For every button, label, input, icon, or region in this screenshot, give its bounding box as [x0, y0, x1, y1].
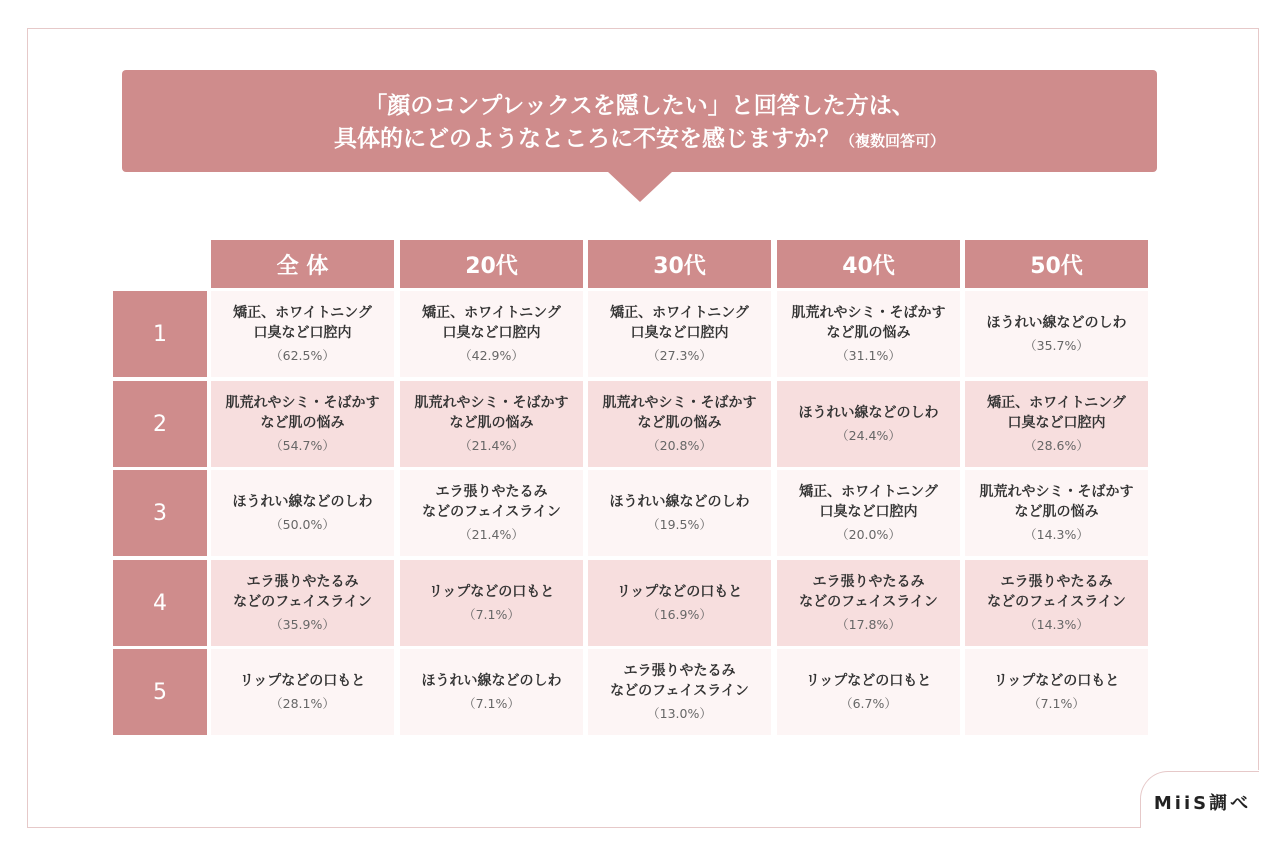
answer-percentage: （62.5%） [270, 348, 335, 363]
answer-label-line: 口臭など口腔内 [1007, 415, 1106, 431]
ranking-cell [777, 470, 960, 556]
answer-label [415, 393, 569, 433]
ranking-cell [211, 649, 394, 735]
answer-label [226, 393, 380, 433]
answer-label [240, 671, 365, 691]
answer-percentage: （28.6%） [1024, 438, 1089, 453]
answer-label-line: などのフェイスライン [610, 683, 749, 699]
source-credit: MiiS調べ [1153, 793, 1252, 814]
answer-label-line: など肌の悩み [1014, 504, 1099, 520]
rank-label: 5 [113, 649, 207, 735]
ranking-cell [965, 560, 1148, 646]
answer-label-line: ほうれい線などのしわ [232, 494, 373, 510]
answer-percentage: （20.0%） [836, 527, 901, 542]
answer-label-line: 肌荒れやシミ・そばかす [602, 395, 757, 411]
answer-percentage: （27.3%） [647, 348, 712, 363]
answer-label-line: など肌の悩み [449, 415, 534, 431]
answer-percentage: （24.4%） [836, 428, 901, 443]
answer-label [617, 582, 742, 602]
answer-label [987, 572, 1126, 612]
answer-label [233, 572, 372, 612]
answer-label [806, 671, 931, 691]
answer-label [799, 482, 938, 522]
answer-percentage: （13.0%） [647, 706, 712, 721]
ranking-cell [400, 649, 583, 735]
column-header: 40代 [777, 240, 960, 288]
column-header: 30代 [588, 240, 771, 288]
answer-label-line: などのフェイスライン [422, 504, 561, 520]
answer-label [610, 661, 749, 701]
rank-label: 1 [113, 291, 207, 377]
answer-label-line: などのフェイスライン [987, 594, 1126, 610]
ranking-cell [965, 470, 1148, 556]
answer-label-line: リップなどの口もと [239, 673, 366, 689]
answer-label-line: など肌の悩み [826, 325, 911, 341]
answer-label [233, 492, 373, 512]
ranking-cell [588, 649, 771, 735]
answer-label [799, 572, 938, 612]
banner-pointer [607, 171, 673, 202]
answer-label-line: 矯正、ホワイトニング [799, 484, 938, 500]
answer-label-line: ほうれい線などのしわ [421, 673, 562, 689]
answer-label [994, 671, 1119, 691]
question-line-2-text: 具体的にどのようなところに不安を感じますか？ [333, 126, 840, 152]
answer-percentage: （7.1%） [1028, 696, 1085, 711]
answer-percentage: （31.1%） [836, 348, 901, 363]
column-header: 全 体 [211, 240, 394, 288]
ranking-cell [400, 560, 583, 646]
ranking-cell [588, 470, 771, 556]
ranking-cell [588, 560, 771, 646]
ranking-cell [777, 649, 960, 735]
answer-label-line: 口臭など口腔内 [819, 504, 918, 520]
answer-label-line: リップなどの口もと [428, 584, 555, 600]
question-banner [122, 70, 1157, 172]
answer-label-line: ほうれい線などのしわ [986, 315, 1127, 331]
ranking-cell [965, 649, 1148, 735]
ranking-cell [777, 560, 960, 646]
answer-percentage: （14.3%） [1024, 617, 1089, 632]
answer-percentage: （17.8%） [836, 617, 901, 632]
answer-label [422, 671, 562, 691]
answer-label [610, 492, 750, 512]
answer-percentage: （50.0%） [270, 517, 335, 532]
answer-label [233, 303, 372, 343]
answer-label-line: エラ張りやたるみ [435, 484, 548, 500]
answer-percentage: （21.4%） [459, 527, 524, 542]
ranking-cell [400, 470, 583, 556]
answer-percentage: （7.1%） [463, 607, 520, 622]
rank-label: 2 [113, 381, 207, 467]
answer-label-line: 肌荒れやシミ・そばかす [225, 395, 380, 411]
answer-label-line: エラ張りやたるみ [812, 574, 925, 590]
answer-label [610, 303, 749, 343]
ranking-cell [777, 291, 960, 377]
ranking-cell [400, 291, 583, 377]
answer-label-line: 矯正、ホワイトニング [422, 305, 561, 321]
answer-label-line: ほうれい線などのしわ [798, 405, 939, 421]
answer-label-line: エラ張りやたるみ [623, 663, 736, 679]
answer-label-line: 口臭など口腔内 [630, 325, 729, 341]
answer-percentage: （54.7%） [270, 438, 335, 453]
answer-label-line: など肌の悩み [637, 415, 722, 431]
answer-percentage: （7.1%） [463, 696, 520, 711]
ranking-cell [400, 381, 583, 467]
column-header: 50代 [965, 240, 1148, 288]
ranking-cell [588, 291, 771, 377]
question-line-1: 「顔のコンプレックスを隠したい」と回答した方は、 [364, 93, 915, 119]
ranking-cell [777, 381, 960, 467]
answer-percentage: （28.1%） [270, 696, 335, 711]
answer-label [792, 303, 946, 343]
ranking-cell [965, 381, 1148, 467]
answer-label [422, 303, 561, 343]
answer-percentage: （16.9%） [647, 607, 712, 622]
answer-label-line: 矯正、ホワイトニング [233, 305, 372, 321]
answer-label-line: 肌荒れやシミ・そばかす [414, 395, 569, 411]
answer-label-line: など肌の悩み [260, 415, 345, 431]
answer-label-line: 肌荒れやシミ・そばかす [791, 305, 946, 321]
multiple-answer-note: （複数回答可） [839, 132, 945, 150]
answer-label [799, 403, 939, 423]
answer-label [980, 482, 1134, 522]
rank-label: 3 [113, 470, 207, 556]
answer-label [422, 482, 561, 522]
answer-label-line: エラ張りやたるみ [246, 574, 359, 590]
ranking-cell [211, 470, 394, 556]
answer-percentage: （6.7%） [840, 696, 897, 711]
rank-label: 4 [113, 560, 207, 646]
question-line-2 [122, 123, 1157, 158]
answer-label-line: ほうれい線などのしわ [609, 494, 750, 510]
ranking-cell [211, 381, 394, 467]
ranking-cell [588, 381, 771, 467]
answer-percentage: （35.9%） [270, 617, 335, 632]
answer-label [987, 313, 1127, 333]
answer-percentage: （19.5%） [647, 517, 712, 532]
answer-label-line: リップなどの口もと [993, 673, 1120, 689]
column-header: 20代 [400, 240, 583, 288]
answer-label-line: リップなどの口もと [805, 673, 932, 689]
answer-label-line: 矯正、ホワイトニング [987, 395, 1126, 411]
answer-percentage: （35.7%） [1024, 338, 1089, 353]
answer-label-line: 矯正、ホワイトニング [610, 305, 749, 321]
answer-percentage: （20.8%） [647, 438, 712, 453]
answer-percentage: （21.4%） [459, 438, 524, 453]
answer-label-line: 口臭など口腔内 [253, 325, 352, 341]
answer-label-line: 口臭など口腔内 [442, 325, 541, 341]
answer-label-line: リップなどの口もと [616, 584, 743, 600]
answer-label-line: エラ張りやたるみ [1000, 574, 1113, 590]
ranking-cell [211, 291, 394, 377]
answer-label [429, 582, 554, 602]
answer-percentage: （14.3%） [1024, 527, 1089, 542]
answer-label-line: などのフェイスライン [233, 594, 372, 610]
answer-label-line: 肌荒れやシミ・そばかす [979, 484, 1134, 500]
answer-label [987, 393, 1126, 433]
ranking-cell [211, 560, 394, 646]
ranking-cell [965, 291, 1148, 377]
answer-label-line: などのフェイスライン [799, 594, 938, 610]
answer-label [603, 393, 757, 433]
answer-percentage: （42.9%） [459, 348, 524, 363]
